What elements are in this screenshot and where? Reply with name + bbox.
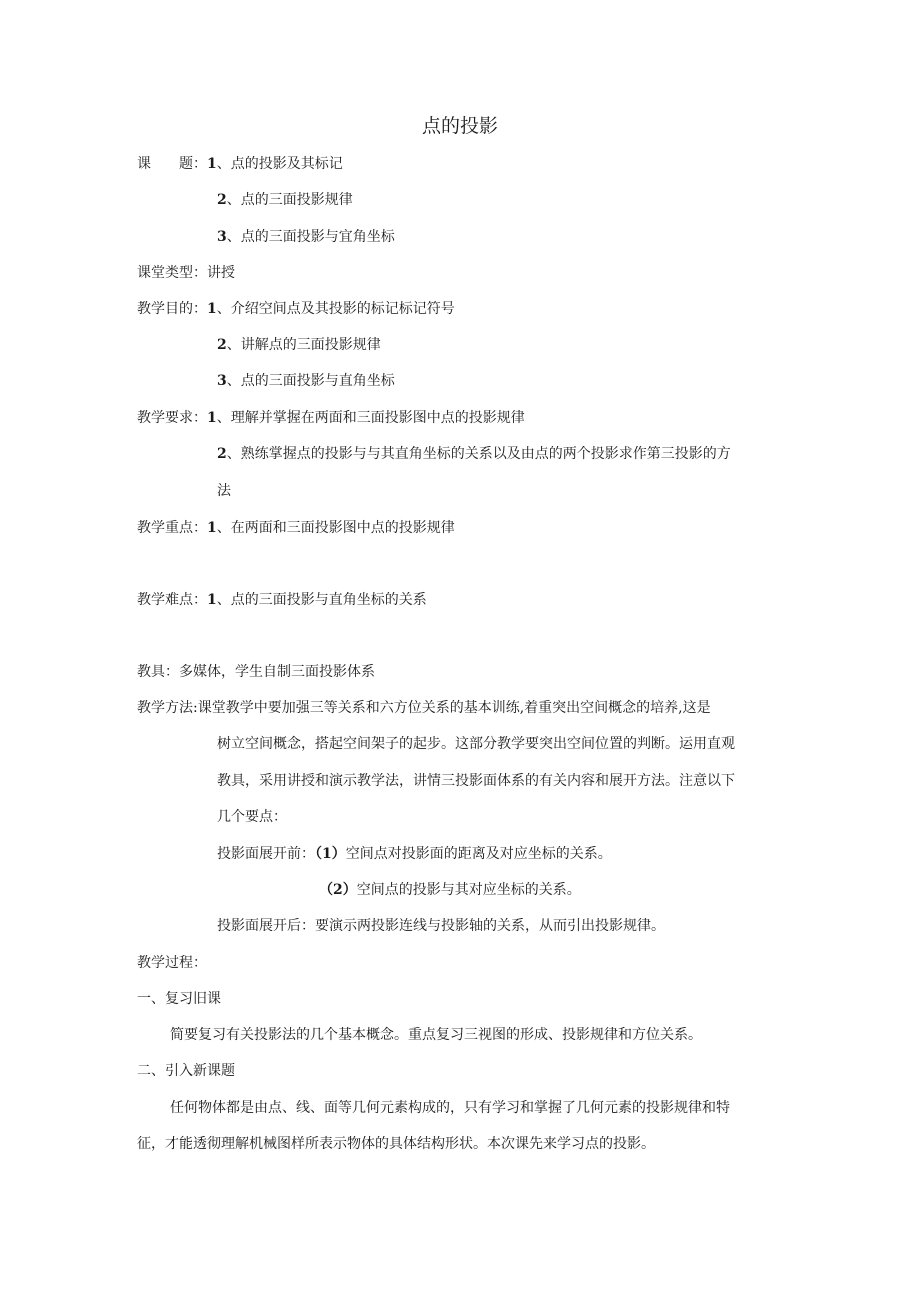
before-item-text: 空间点的投影与其对应坐标的关系。 — [356, 882, 581, 898]
section-paragraph: 任何物体都是由点、线、面等几何元素构成的，只有学习和掌握了几何元素的投影规律和特 — [170, 1100, 730, 1116]
requirement-row-2-cont: 法 — [217, 483, 231, 499]
objective-num: 1 — [207, 301, 217, 317]
after-unfold-text: 要演示两投影连线与投影轴的关系，从而引出投影规律。 — [315, 918, 665, 934]
requirement-row-2 — [217, 444, 731, 464]
process-label: 教学过程： — [137, 955, 207, 971]
requirement-num: 1 — [207, 410, 217, 426]
page-title: 点的投影 — [421, 115, 498, 137]
tools-label: 教具： — [137, 664, 179, 680]
topic-row-1 — [137, 154, 343, 174]
objective-text: 、讲解点的三面投影规律 — [226, 337, 381, 353]
difficulties-row — [137, 590, 427, 610]
section-paragraph: 简要复习有关投影法的几个基本概念。重点复习三视图的形成、投影规律和方位关系。 — [170, 1027, 702, 1043]
requirement-row-1 — [137, 408, 525, 428]
requirement-num: 2 — [217, 446, 227, 462]
methods-label: 教学方法: — [137, 700, 198, 716]
topic-num: 1 — [207, 156, 217, 172]
requirement-text: 、理解并掌握在两面和三面投影图中点的投影规律 — [216, 410, 525, 426]
requirements-label: 教学要求： — [137, 410, 207, 426]
before-item-text: 空间点对投影面的距离及对应坐标的关系。 — [345, 846, 612, 862]
objective-text: 、点的三面投影与直角坐标 — [226, 373, 395, 389]
difficulties-text: 、点的三面投影与直角坐标的关系 — [216, 592, 427, 608]
methods-line: 课堂教学中要加强三等关系和六方位关系的基本训练,着重突出空间概念的培养,这是 — [197, 700, 711, 716]
topic-text: 、点的投影及其标记 — [216, 156, 343, 172]
after-unfold-row — [217, 916, 665, 936]
objective-row-2 — [217, 335, 381, 355]
topic-label: 课 题： — [137, 156, 207, 172]
difficulties-label: 教学难点： — [137, 592, 207, 608]
methods-line: 树立空间概念，搭起空间架子的起步。这部分教学要突出空间位置的判断。运用直观 — [217, 736, 735, 752]
before-unfold-row — [217, 844, 612, 864]
lesson-type-row — [137, 263, 235, 283]
difficulties-num: 1 — [207, 592, 217, 608]
topic-row-3 — [217, 227, 395, 247]
methods-line: 教具，采用讲授和演示教学法，讲情三投影面体系的有关内容和展开方法。注意以下 — [217, 773, 735, 789]
before-item-num: （2） — [319, 882, 357, 898]
lesson-type-value: 讲授 — [207, 265, 235, 281]
before-unfold-label: 投影面展开前： — [217, 846, 315, 862]
before-item-num: （1） — [315, 846, 346, 862]
key-points-label: 教学重点： — [137, 520, 207, 536]
tools-value: 多媒体，学生自制三面投影体系 — [179, 664, 375, 680]
section-heading: 二、引入新课题 — [137, 1063, 235, 1079]
section-paragraph: 征，才能透彻理解机械图样所表示物体的具体结构形状。本次课先来学习点的投影。 — [137, 1136, 655, 1152]
objective-num: 2 — [217, 337, 227, 353]
topic-text: 、点的三面投影与宜角坐标 — [226, 229, 395, 245]
methods-line: 几个要点： — [217, 809, 287, 825]
key-points-row — [137, 518, 455, 538]
before-unfold-row-2 — [319, 880, 581, 900]
lesson-type-label: 课堂类型： — [137, 265, 207, 281]
tools-row — [137, 662, 375, 682]
key-points-num: 1 — [207, 520, 217, 536]
objective-row-3 — [217, 371, 395, 391]
methods-row-1 — [137, 698, 711, 718]
topic-text: 、点的三面投影规律 — [226, 192, 353, 208]
key-points-text: 、在两面和三面投影图中点的投影规律 — [216, 520, 455, 536]
topic-num: 3 — [217, 229, 227, 245]
after-unfold-label: 投影面展开后： — [217, 918, 315, 934]
topic-row-2 — [217, 190, 353, 210]
topic-num: 2 — [217, 192, 227, 208]
objective-row-1 — [137, 299, 455, 319]
objectives-label: 教学目的： — [137, 301, 207, 317]
objective-num: 3 — [217, 373, 227, 389]
requirement-text: 、熟练掌握点的投影与与其直角坐标的关系以及由点的两个投影求作第三投影的方 — [226, 446, 731, 462]
section-heading: 一、复习旧课 — [137, 991, 221, 1007]
objective-text: 、介绍空间点及其投影的标记标记符号 — [216, 301, 455, 317]
